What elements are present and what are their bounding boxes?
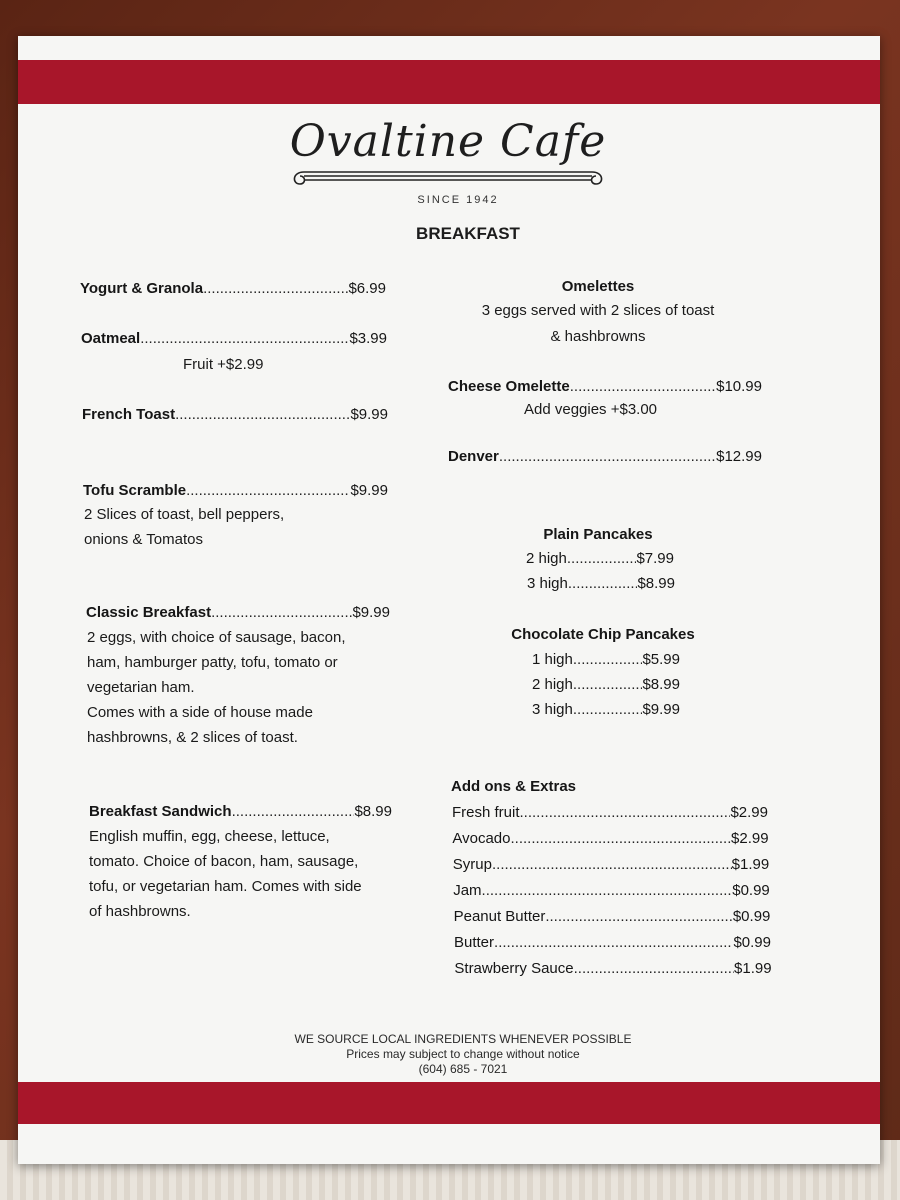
oatmeal-note: Fruit +$2.99 (183, 356, 264, 373)
plain-pancakes-3-high: 3 high ..... $8.99 (527, 575, 675, 592)
item-name: Classic Breakfast (86, 604, 212, 621)
addon-name: Jam (453, 882, 482, 899)
choc-pancakes-2-high: 2 high ..... $8.99 (532, 676, 680, 693)
addon-row (454, 960, 771, 977)
addon-row (452, 830, 768, 847)
item-name: Yogurt & Granola (80, 280, 204, 297)
item-price: $9.99 (350, 482, 388, 499)
item-price: $3.99 (349, 330, 387, 347)
addon-name: Fresh fruit (452, 804, 520, 821)
footer (218, 1032, 708, 1077)
plain-pancakes-heading: Plain Pancakes (543, 526, 653, 543)
omelettes-description: 3 eggs served with 2 slices of toast & hashbrowns (481, 302, 715, 345)
plain-pancakes-2-high: 2 high ..... $7.99 (526, 550, 674, 567)
footer-prices-note: Prices may subject to change without notice (346, 1047, 580, 1061)
menu-item-yogurt (80, 280, 386, 297)
addon-price: $1.99 (731, 856, 770, 873)
item-price: $9.99 (350, 406, 388, 423)
footer-phone: (604) 685 - 7021 (418, 1062, 508, 1076)
addon-price: $2.99 (731, 830, 769, 847)
item-price: $10.99 (716, 378, 762, 395)
addon-name: Butter (454, 934, 495, 951)
item-price: $12.99 (716, 448, 762, 465)
addon-price: $0.99 (732, 882, 770, 899)
addon-row (453, 856, 769, 873)
choc-pancakes-1-high: 1 high ..... $5.99 (532, 651, 680, 668)
tofu-description: 2 Slices of toast, bell peppers, onions & Tomatos (84, 506, 285, 548)
bottom-red-band (18, 1082, 880, 1124)
item-price: $8.99 (354, 803, 392, 820)
addon-name: Peanut Butter (453, 908, 546, 925)
item-price: $6.99 (348, 280, 386, 297)
omelettes-heading: Omelettes (561, 278, 635, 295)
menu-item-oatmeal (81, 330, 387, 347)
addon-row (452, 804, 768, 821)
addon-price: $0.99 (732, 908, 771, 925)
addon-row (454, 908, 771, 925)
menu-sheet (18, 36, 880, 1164)
addons-heading: Add ons & Extras (451, 778, 577, 795)
addon-row (453, 882, 770, 899)
footer-sourcing: WE SOURCE LOCAL INGREDIENTS WHENEVER POSSIBLE (294, 1032, 632, 1046)
item-price: $9.99 (352, 604, 390, 621)
menu-item-classic-breakfast (86, 604, 390, 621)
addon-name: Syrup (452, 856, 492, 873)
choc-pancakes-3-high: 3 high ..... $9.99 (532, 701, 680, 718)
addon-price: $0.99 (733, 934, 771, 951)
addon-price: $1.99 (734, 960, 772, 977)
addon-name: Avocado (452, 830, 511, 847)
menu-item-cheese-omelette (448, 378, 762, 395)
item-name: Tofu Scramble (83, 482, 187, 499)
since-year: SINCE 1942 (417, 194, 499, 206)
item-name: French Toast (82, 406, 176, 423)
menu-title: BREAKFAST (416, 224, 520, 243)
addon-row (454, 934, 771, 951)
top-red-band (18, 60, 880, 104)
menu-item-french-toast (82, 406, 388, 423)
item-name: Oatmeal (81, 330, 141, 347)
cafe-name: Ovaltine Cafe (289, 116, 607, 167)
classic-description: 2 eggs, with choice of sausage, bacon, ham, hamburger patty, tofu, tomato or vegetarian ham. Comes with a side of house made hashbrowns, & 2 slices of toast. (87, 629, 346, 746)
addon-price: $2.99 (730, 804, 768, 821)
sandwich-description: English muffin, egg, cheese, lettuce, tomato. Choice of bacon, ham, sausage, tofu, or vegetarian ham. Comes with side of hashbrowns. (89, 828, 362, 920)
menu-item-denver (448, 448, 762, 465)
veggies-note: Add veggies +$3.00 (524, 401, 658, 418)
cafe-logo (288, 114, 608, 188)
item-name: Cheese Omelette (448, 378, 570, 395)
item-name: Denver (448, 448, 499, 465)
menu-item-breakfast-sandwich (89, 803, 392, 820)
menu-item-tofu-scramble (83, 482, 388, 499)
chocolate-pancakes-heading: Chocolate Chip Pancakes (511, 626, 695, 643)
addon-name: Strawberry Sauce (454, 960, 574, 977)
item-name: Breakfast Sandwich (89, 803, 232, 820)
